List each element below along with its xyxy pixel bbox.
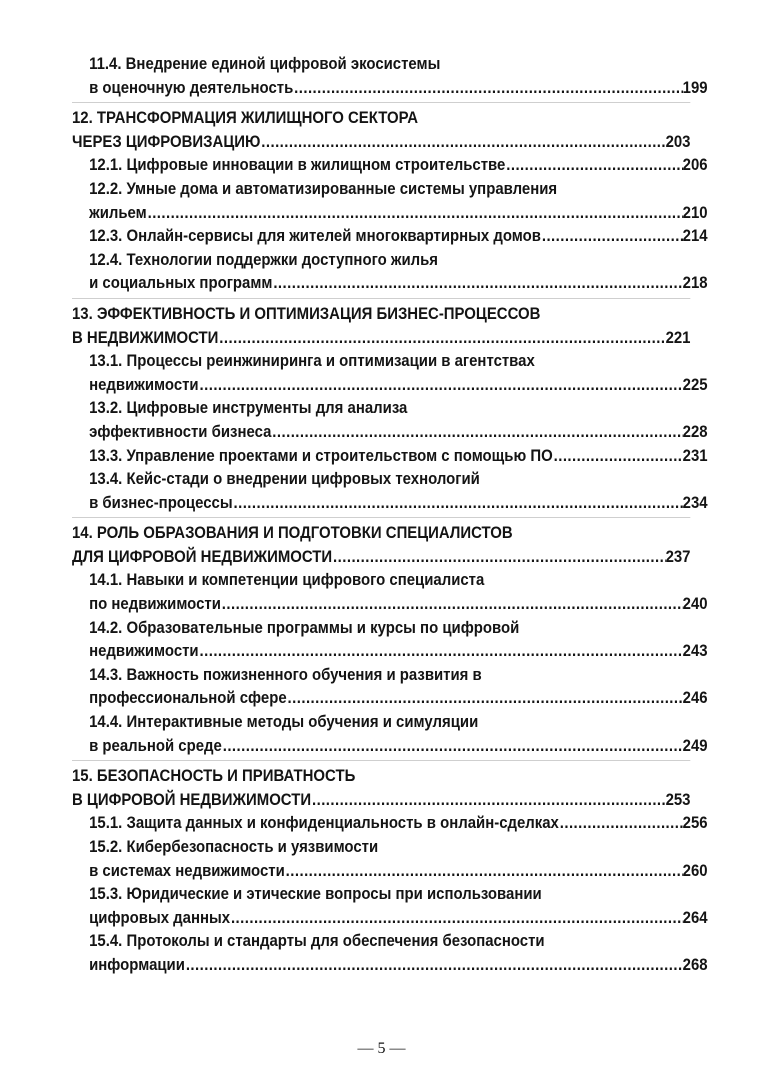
dot-leader: [221, 592, 683, 616]
toc-entry-title-line: 14. РОЛЬ ОБРАЗОВАНИЯ И ПОДГОТОВКИ СПЕЦИАЛИСТОВ: [72, 523, 513, 543]
dot-leader: [260, 130, 665, 154]
toc-section-entry[interactable]: [72, 153, 708, 177]
toc-page-number: 249: [682, 735, 708, 755]
toc-page-number: 218: [682, 273, 708, 293]
dot-leader: [311, 788, 665, 812]
toc-page-number: 243: [682, 641, 708, 661]
toc-section-entry[interactable]: [72, 224, 708, 248]
toc-page-number: 246: [682, 688, 708, 708]
toc-entry-title-line: информации: [89, 954, 185, 974]
toc-entry-title-line: 11.4. Внедрение единой цифровой экосистемы: [89, 54, 441, 73]
toc-page-number: 199: [682, 77, 708, 97]
toc-entry-title-line: ДЛЯ ЦИФРОВОЙ НЕДВИЖИМОСТИ: [72, 546, 333, 566]
dot-leader: [230, 906, 683, 930]
toc-entry-title-line: 15.2. Кибербезопасность и уязвимости: [89, 837, 379, 856]
dot-leader: [285, 859, 683, 883]
toc-page-number: 268: [682, 954, 708, 974]
dot-leader: [218, 326, 665, 350]
toc-section-entry[interactable]: [72, 467, 708, 514]
toc-entry-title-line: недвижимости: [89, 374, 199, 394]
dot-leader: [147, 201, 683, 225]
toc-section-entry[interactable]: [72, 177, 708, 224]
toc-section-entry[interactable]: [72, 568, 708, 615]
toc-section-entry[interactable]: [72, 882, 708, 929]
toc-section-entry[interactable]: [72, 663, 708, 710]
toc-section-entry[interactable]: [72, 835, 708, 882]
toc-entry-title-line: 13. ЭФФЕКТИВНОСТЬ И ОПТИМИЗАЦИЯ БИЗНЕС-ПРОЦЕССОВ: [72, 303, 541, 323]
toc-page-number: 228: [682, 421, 708, 441]
chapter-divider: [72, 298, 690, 299]
toc-chapter-entry[interactable]: [72, 106, 690, 153]
toc-entry-title-line: 12. ТРАНСФОРМАЦИЯ ЖИЛИЩНОГО СЕКТОРА: [72, 108, 419, 128]
toc-entry-title-line: профессиональной сфере: [89, 688, 287, 708]
toc-entry-title-line: 12.4. Технологии поддержки доступного жилья: [89, 249, 439, 269]
toc-chapter-entry[interactable]: [72, 764, 690, 811]
toc-entry-title-line: 14.1. Навыки и компетенции цифрового специалиста: [89, 570, 485, 590]
toc-section-entry[interactable]: [72, 349, 708, 396]
toc-entry-title-line: в бизнес-процессы: [89, 492, 233, 512]
toc-entry-title-line: в реальной среде: [89, 735, 222, 755]
toc-page-number: 264: [682, 907, 708, 927]
toc-chapter-entry[interactable]: [72, 521, 690, 568]
toc-page-number: 237: [665, 546, 691, 566]
dot-leader: [199, 373, 683, 397]
toc-entry-title-line: эффективности бизнеса: [89, 421, 272, 441]
toc-entry-title-line: 13.4. Кейс-стади о внедрении цифровых технологий: [89, 469, 480, 489]
toc-page-number: 256: [682, 813, 708, 833]
toc-page-number: 231: [682, 445, 708, 465]
toc-entry-title-line: и социальных программ: [89, 273, 273, 293]
toc-entry-title-line: в системах недвижимости: [89, 860, 285, 880]
toc-section-entry[interactable]: [72, 710, 708, 757]
toc-entry-title-line: жильем: [89, 202, 147, 222]
toc-entry-title-line: 12.3. Онлайн-сервисы для жителей многоквартирных домов: [89, 226, 541, 246]
toc-section-entry[interactable]: [72, 444, 708, 468]
dot-leader: [185, 953, 683, 977]
dot-leader: [287, 686, 683, 710]
toc-page-number: 203: [665, 131, 691, 151]
toc-entry-title-line: 12.1. Цифровые инновации в жилищном строительстве: [89, 155, 506, 175]
chapter-divider: [72, 517, 690, 518]
toc-chapter-entry[interactable]: [72, 302, 690, 349]
toc-entry-title-line: 15. БЕЗОПАСНОСТЬ И ПРИВАТНОСТЬ: [72, 766, 356, 786]
toc-entry-title-line: 14.3. Важность пожизненного обучения и развития в: [89, 664, 482, 684]
toc-section-entry[interactable]: [72, 616, 708, 663]
toc-page-number: 253: [665, 789, 691, 809]
dot-leader: [222, 734, 683, 758]
toc-entry-title-line: 13.3. Управление проектами и строительством с помощью ПО: [89, 445, 553, 465]
toc-entry-title-line: 12.2. Умные дома и автоматизированные системы управления: [89, 178, 558, 198]
toc-section-entry[interactable]: [72, 248, 708, 295]
toc-page-number: 221: [665, 327, 691, 347]
dot-leader: [233, 491, 683, 515]
table-of-contents: [72, 52, 708, 977]
toc-page-number: 210: [682, 202, 708, 222]
toc-section-entry[interactable]: [72, 396, 708, 443]
dot-leader: [293, 76, 682, 100]
toc-entry-title-line: В НЕДВИЖИМОСТИ: [72, 327, 219, 347]
dot-leader: [271, 420, 682, 444]
toc-entry-title-line: ЧЕРЕЗ ЦИФРОВИЗАЦИЮ: [72, 131, 261, 151]
toc-page-number: 260: [682, 860, 708, 880]
dot-leader: [541, 224, 683, 248]
toc-entry-title-line: цифровых данных: [89, 907, 231, 927]
chapter-divider: [72, 102, 690, 103]
chapter-divider: [72, 760, 690, 761]
toc-entry-title-line: 13.1. Процессы реинжиниринга и оптимизации в агентствах: [89, 351, 535, 371]
toc-page-number: 206: [682, 155, 708, 175]
toc-section-entry[interactable]: [72, 929, 708, 976]
toc-page-number: 225: [682, 374, 708, 394]
toc-page-number: 234: [682, 492, 708, 512]
toc-entry-title-line: по недвижимости: [89, 594, 221, 614]
toc-entry-title-line: в оценочную деятельность: [89, 77, 294, 97]
page-number: — 5 —: [357, 1040, 406, 1057]
dot-leader: [199, 639, 683, 663]
toc-entry-title-line: 13.2. Цифровые инструменты для анализа: [89, 398, 408, 418]
toc-entry-title-line: недвижимости: [89, 641, 199, 661]
toc-section-entry[interactable]: [72, 811, 708, 835]
dot-leader: [553, 444, 683, 468]
toc-entry-title-line: 15.3. Юридические и этические вопросы при использовании: [89, 884, 542, 904]
dot-leader: [272, 271, 682, 295]
toc-entry-title-line: 14.2. Образовательные программы и курсы по цифровой: [89, 617, 520, 637]
dot-leader: [332, 545, 665, 569]
toc-page-number: 214: [682, 226, 708, 246]
dot-leader: [559, 811, 683, 835]
toc-entry-title-line: 15.1. Защита данных и конфиденциальность в онлайн-сделках: [89, 813, 559, 833]
dot-leader: [505, 153, 682, 177]
toc-entry-title-line: 15.4. Протоколы и стандарты для обеспечения безопасности: [89, 931, 545, 951]
toc-section-entry[interactable]: [72, 52, 708, 99]
toc-page-number: 240: [682, 594, 708, 614]
toc-entry-title-line: 14.4. Интерактивные методы обучения и симуляции: [89, 712, 479, 732]
toc-entry-title-line: В ЦИФРОВОЙ НЕДВИЖИМОСТИ: [72, 789, 312, 809]
